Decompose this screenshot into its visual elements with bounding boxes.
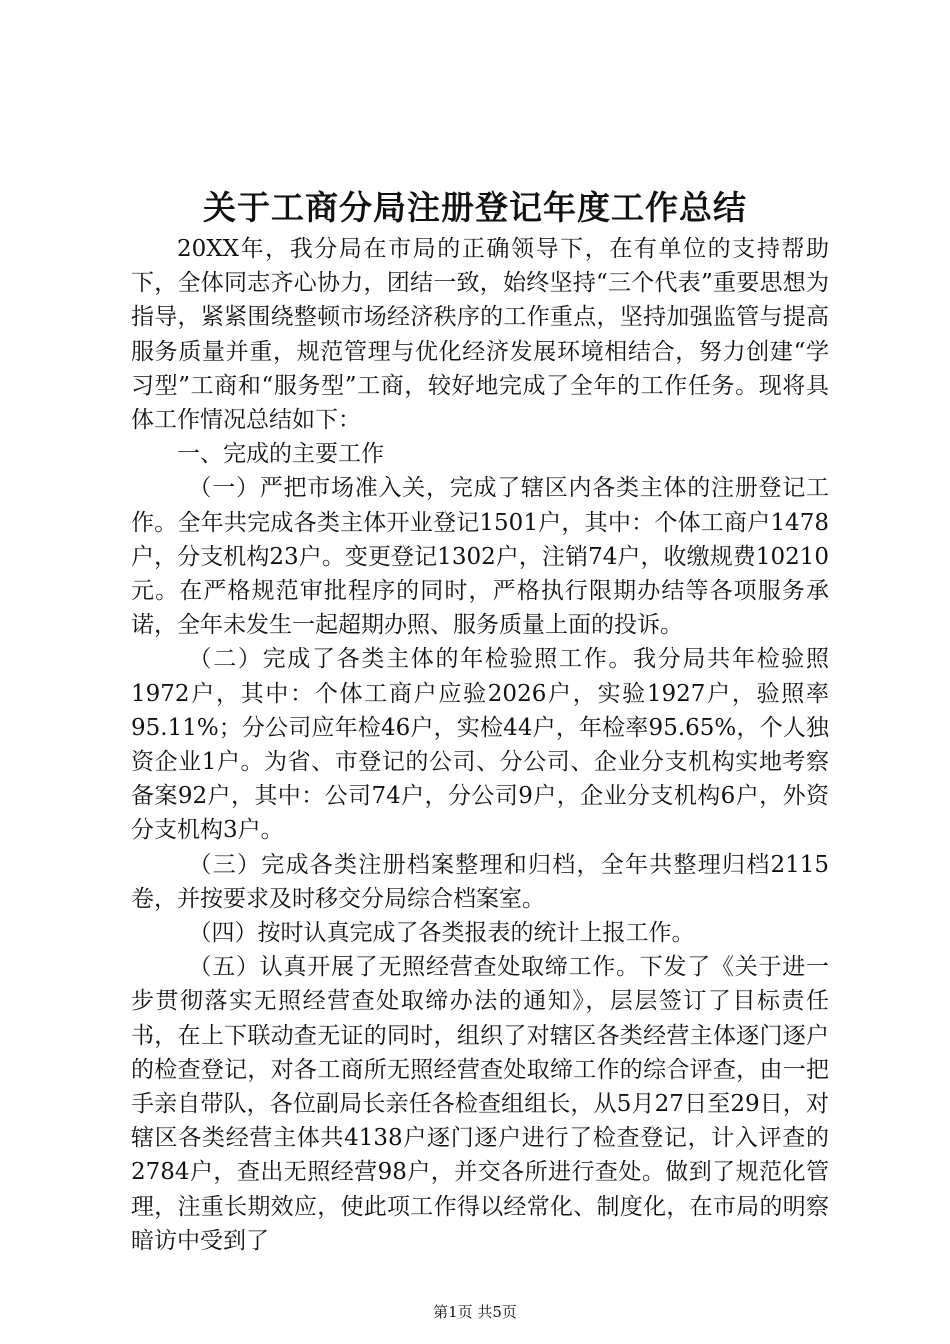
page-number-footer: 第1页 共5页 <box>433 1303 517 1321</box>
paragraph-item-2: （二）完成了各类主体的年检验照工作。我分局共年检验照1972户，其中：个体工商户应验2026户，实验1927户，验照率95.11%；分公司应年检46户，实检44户，年检率95.65%，个人独资企业1户。为省、市登记的公司、分公司、企业分支机构实地考察备案92户，其中：公司74户，分公司9户，企业分支机构6户，外资分支机构3户。 <box>131 646 829 844</box>
paragraph-item-5: （五）认真开展了无照经营查处取缔工作。下发了《关于进一步贯彻落实无照经营查处取缔办法的通知》，层层签订了目标责任书，在上下联动查无证的同时，组织了对辖区各类经营主体逐门逐户的检查登记，对各工商所无照经营查处取缔工作的综合评查，由一把手亲自带队，各位副局长亲任各检查组组长，从5月27日至29日，对辖区各类经营主体共4138户逐门逐户进行了检查登记，计入评查的2784户，查出无照经营98户，并交各所进行查处。做到了规范化管理，注重长期效应，使此项工作得以经常化、制度化，在市局的明察暗访中受到了 <box>131 954 829 1254</box>
document-body <box>131 232 829 1258</box>
paragraph-intro: 20XX年，我分局在市局的正确领导下，在有单位的支持帮助下，全体同志齐心协力，团结一致，始终坚持“三个代表”重要思想为指导，紧紧围绕整顿市场经济秩序的工作重点，坚持加强监管与提高服务质量并重，规范管理与优化经济发展环境相结合，努力创建“学习型”工商和“服务型”工商，较好地完成了全年的工作任务。现将具体工作情况总结如下： <box>131 236 829 434</box>
paragraph-item-3: （三）完成各类注册档案整理和归档，全年共整理归档2115卷，并按要求及时移交分局综合档案室。 <box>131 851 829 912</box>
paragraph-item-1: （一）严把市场准入关，完成了辖区内各类主体的注册登记工作。全年共完成各类主体开业登记1501户，其中：个体工商户1478户，分支机构23户。变更登记1302户，注销74户，收缴规费10210元。在严格规范审批程序的同时，严格执行限期办结等各项服务承诺，全年未发生一起超期办照、服务质量上面的投诉。 <box>131 475 829 639</box>
document-title: 关于工商分局注册登记年度工作总结 <box>203 188 747 227</box>
paragraph-item-4: （四）按时认真完成了各类报表的统计上报工作。 <box>188 920 695 947</box>
section-heading: 一、完成的主要工作 <box>177 441 384 468</box>
